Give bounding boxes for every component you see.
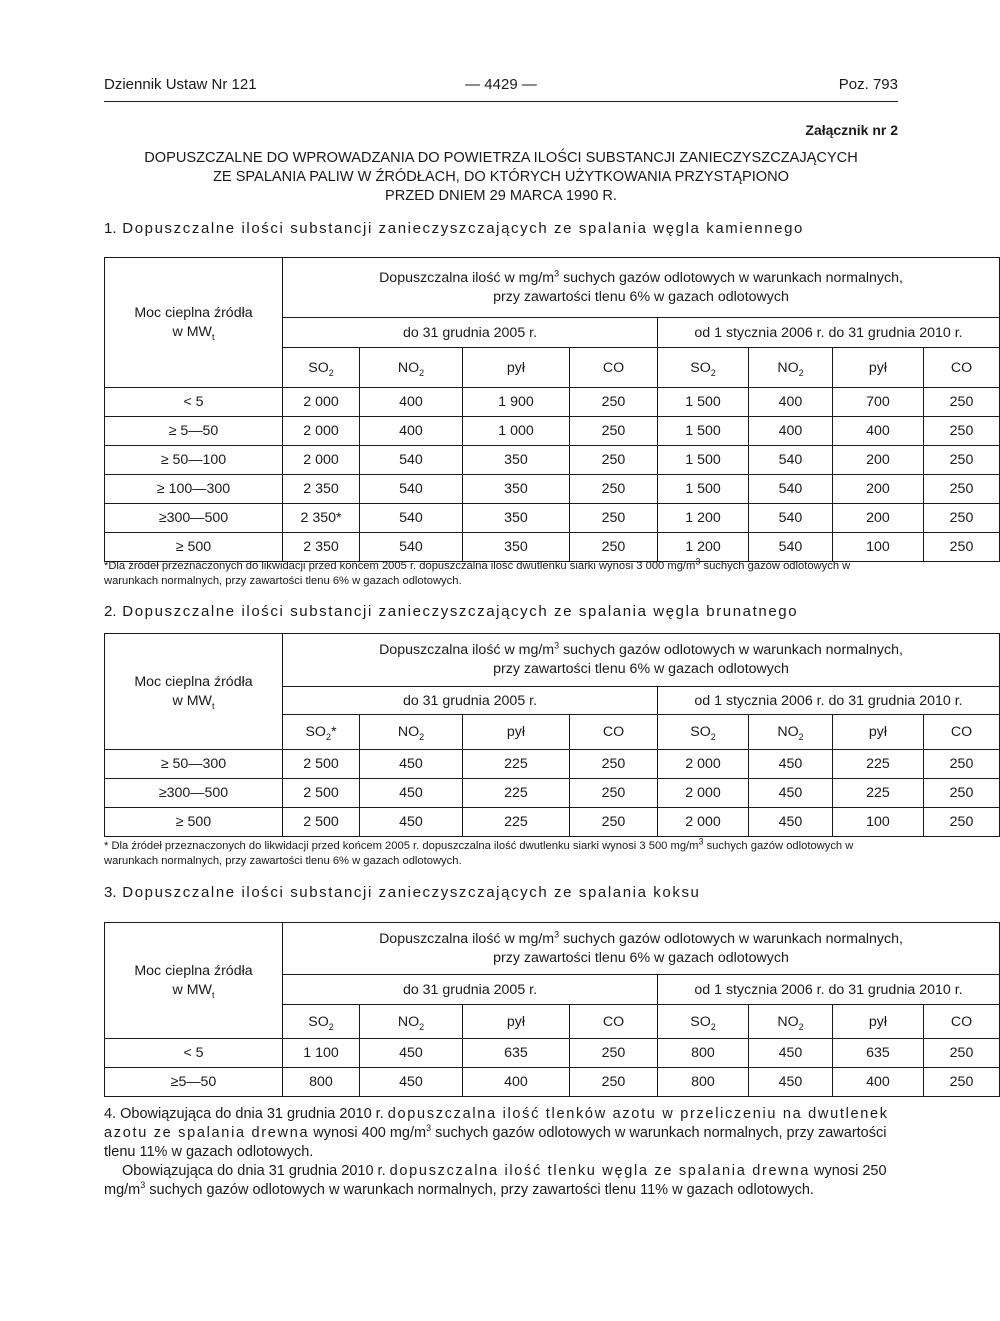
value-cell: 540 <box>360 504 463 533</box>
value-cell: 2 500 <box>283 779 360 808</box>
value-cell: 2 500 <box>283 750 360 779</box>
value-cell: 450 <box>360 779 463 808</box>
section-number: 3. <box>104 884 117 901</box>
section-number: 2. <box>104 603 117 620</box>
paragraph-co: Obowiązująca do dnia 31 grudnia 2010 r. dopuszczalna ilość tlenku węgla ze spalania drewna wynosi 250 $mg/m^3$ suchych gazów odlotowych w warunkach normalnych, przy zawartości tlenu 11% w gazach odlotowych. <box>104 1163 887 1198</box>
value-cell: 250 <box>924 1039 1000 1068</box>
table-row <box>105 388 1000 417</box>
value-cell: 2 000 <box>283 446 360 475</box>
value-cell: 225 <box>463 779 570 808</box>
col-co: CO <box>924 348 1000 388</box>
value-cell: 635 <box>833 1039 924 1068</box>
value-cell: 800 <box>658 1039 749 1068</box>
annex-label: Załącznik nr 2 <box>805 122 898 138</box>
table-row <box>105 417 1000 446</box>
col-so2: $SO_2$ <box>283 1005 360 1039</box>
value-cell: 540 <box>749 475 833 504</box>
value-cell: 400 <box>360 417 463 446</box>
value-cell: 250 <box>924 1068 1000 1097</box>
value-cell: 2 350 <box>283 533 360 562</box>
value-cell: 350 <box>463 504 570 533</box>
table-lignite <box>104 633 1000 837</box>
value-cell: 225 <box>463 750 570 779</box>
header-period-2: od 1 stycznia 2006 r. do 31 grudnia 2010 r. <box>658 687 1000 715</box>
value-cell: 1 500 <box>658 417 749 446</box>
value-cell: 225 <box>833 750 924 779</box>
value-cell: 250 <box>570 1068 658 1097</box>
header-period-1: do 31 grudnia 2005 r. <box>283 318 658 348</box>
section-1-heading <box>104 220 804 237</box>
value-cell: 250 <box>570 446 658 475</box>
col-dust: pył <box>463 348 570 388</box>
position-number: Poz. 793 <box>838 76 898 93</box>
value-cell: 250 <box>924 533 1000 562</box>
value-cell: 250 <box>570 1039 658 1068</box>
value-cell: 2 000 <box>658 808 749 837</box>
value-cell: 225 <box>833 779 924 808</box>
value-cell: 2 000 <box>283 417 360 446</box>
capacity-label: ≥ 50—300 <box>105 750 283 779</box>
col-so2: $SO_2$ <box>658 348 749 388</box>
value-cell: 225 <box>463 808 570 837</box>
journal-name: Dziennik Ustaw Nr 121 <box>104 76 257 93</box>
col-dust: pył <box>463 1005 570 1039</box>
capacity-label: ≥ 5—50 <box>105 417 283 446</box>
table-row <box>105 808 1000 837</box>
value-cell: 200 <box>833 446 924 475</box>
value-cell: 450 <box>360 1068 463 1097</box>
value-cell: 250 <box>924 504 1000 533</box>
value-cell: 250 <box>570 750 658 779</box>
value-cell: 540 <box>360 475 463 504</box>
col-dust: pył <box>833 1005 924 1039</box>
capacity-label: ≥300—500 <box>105 779 283 808</box>
value-cell: 1 500 <box>658 475 749 504</box>
header-period-1: do 31 grudnia 2005 r. <box>283 975 658 1005</box>
header-limit: Dopuszczalna ilość w $mg/m^3$ suchych gazów odlotowych w warunkach normalnych, przy zawartości tlenu 6% w gazach odlotowych <box>283 258 1000 318</box>
col-so2: $SO_2$ <box>283 348 360 388</box>
value-cell: 250 <box>924 779 1000 808</box>
capacity-label: ≥300—500 <box>105 504 283 533</box>
table-row <box>105 750 1000 779</box>
value-cell: 250 <box>924 446 1000 475</box>
section-heading-text: Dopuszczalne ilości substancji zanieczyszczających ze spalania węgla kamiennego <box>122 220 804 237</box>
section-2-heading <box>104 603 798 620</box>
value-cell: 540 <box>360 533 463 562</box>
value-cell: 400 <box>833 417 924 446</box>
value-cell: 250 <box>924 750 1000 779</box>
value-cell: 450 <box>749 779 833 808</box>
table-coke <box>104 922 1000 1097</box>
table-row <box>105 779 1000 808</box>
value-cell: 350 <box>463 446 570 475</box>
col-dust: pył <box>833 348 924 388</box>
paragraph-nox: 4. Obowiązująca do dnia 31 grudnia 2010 r. dopuszczalna ilość tlenków azotu w przeliczeniu na dwutlenek azotu ze spalania drewna wynosi 400 $mg/m^3$ suchych gazów odlotowych w warunkach normalnych, przy zawartości tlenu 11% w gazach odlotowych. <box>104 1106 889 1160</box>
value-cell: 2 500 <box>283 808 360 837</box>
col-so2: $SO_2$ <box>658 715 749 750</box>
header-capacity: Moc cieplna źródła w $MW_t$ <box>105 923 283 1039</box>
value-cell: 1 900 <box>463 388 570 417</box>
document-title <box>60 149 942 206</box>
value-cell: 450 <box>749 808 833 837</box>
value-cell: 400 <box>463 1068 570 1097</box>
value-cell: 1 500 <box>658 446 749 475</box>
value-cell: 250 <box>570 388 658 417</box>
value-cell: 635 <box>463 1039 570 1068</box>
col-co: CO <box>570 1005 658 1039</box>
value-cell: 540 <box>749 504 833 533</box>
footnote-2: * Dla źródeł przeznaczonych do likwidacji przed końcem 2005 r. dopuszczalna ilość dwutlenku siarki wynosi 3 500 $mg/m^3$ suchych gazów odlotowych w warunkach normalnych, przy zawartości tlenu 6% w gazach odlotowych. <box>104 836 854 867</box>
col-no2: $NO_2$ <box>749 348 833 388</box>
value-cell: 250 <box>570 533 658 562</box>
table-row <box>105 504 1000 533</box>
col-co: CO <box>570 715 658 750</box>
header-limit: Dopuszczalna ilość w $mg/m^3$ suchych gazów odlotowych w warunkach normalnych, przy zawartości tlenu 6% w gazach odlotowych <box>283 634 1000 687</box>
title-line: DOPUSZCZALNE DO WPROWADZANIA DO POWIETRZA ILOŚCI SUBSTANCJI ZANIECZYSZCZAJĄCYCH <box>144 150 858 166</box>
header-rule <box>104 101 898 102</box>
value-cell: 250 <box>924 388 1000 417</box>
col-no2: $NO_2$ <box>360 348 463 388</box>
table-row <box>105 1068 1000 1097</box>
value-cell: 350 <box>463 533 570 562</box>
value-cell: 540 <box>749 533 833 562</box>
table-row <box>105 1039 1000 1068</box>
value-cell: 400 <box>360 388 463 417</box>
value-cell: 250 <box>570 808 658 837</box>
page-number: — 4429 — <box>465 76 537 93</box>
page-header <box>104 76 898 100</box>
capacity-label: ≥ 100—300 <box>105 475 283 504</box>
value-cell: 2 000 <box>283 388 360 417</box>
footnote-1: *Dla źródeł przeznaczonych do likwidacji przed końcem 2005 r. dopuszczalna ilość dwutlenku siarki wynosi 3 000 $mg/m^3$ suchych gazów odlotowych w warunkach normalnych, przy zawartości tlenu 6% w gazach odlotowych. <box>104 556 851 587</box>
capacity-label: ≥ 500 <box>105 533 283 562</box>
col-no2: $NO_2$ <box>360 1005 463 1039</box>
col-co: CO <box>924 715 1000 750</box>
capacity-label: < 5 <box>105 388 283 417</box>
value-cell: 2 350* <box>283 504 360 533</box>
header-capacity: Moc cieplna źródła w $MW_t$ <box>105 634 283 750</box>
col-co: CO <box>924 1005 1000 1039</box>
value-cell: 800 <box>283 1068 360 1097</box>
title-line: PRZED DNIEM 29 MARCA 1990 R. <box>385 188 617 204</box>
header-period-1: do 31 grudnia 2005 r. <box>283 687 658 715</box>
value-cell: 1 500 <box>658 388 749 417</box>
col-co: CO <box>570 348 658 388</box>
value-cell: 350 <box>463 475 570 504</box>
value-cell: 250 <box>570 779 658 808</box>
value-cell: 2 000 <box>658 779 749 808</box>
value-cell: 1 200 <box>658 533 749 562</box>
col-dust: pył <box>833 715 924 750</box>
col-so2: $SO_2*$ <box>283 715 360 750</box>
capacity-label: ≥ 500 <box>105 808 283 837</box>
col-no2: $NO_2$ <box>360 715 463 750</box>
value-cell: 2 000 <box>658 750 749 779</box>
value-cell: 250 <box>570 504 658 533</box>
table-row <box>105 475 1000 504</box>
value-cell: 450 <box>749 750 833 779</box>
value-cell: 400 <box>749 388 833 417</box>
col-no2: $NO_2$ <box>749 1005 833 1039</box>
value-cell: 1 100 <box>283 1039 360 1068</box>
header-period-2: od 1 stycznia 2006 r. do 31 grudnia 2010 r. <box>658 318 1000 348</box>
value-cell: 250 <box>570 475 658 504</box>
col-no2: $NO_2$ <box>749 715 833 750</box>
capacity-label: ≥ 50—100 <box>105 446 283 475</box>
value-cell: 450 <box>360 1039 463 1068</box>
value-cell: 200 <box>833 475 924 504</box>
header-limit: Dopuszczalna ilość w $mg/m^3$ suchych gazów odlotowych w warunkach normalnych, przy zawartości tlenu 6% w gazach odlotowych <box>283 923 1000 975</box>
value-cell: 450 <box>749 1039 833 1068</box>
value-cell: 400 <box>749 417 833 446</box>
title-line: ZE SPALANIA PALIW W ŹRÓDŁACH, DO KTÓRYCH UŻYTKOWANIA PRZYSTĄPIONO <box>213 169 789 185</box>
header-capacity: Moc cieplna źródła w $MW_t$ <box>105 258 283 388</box>
value-cell: 540 <box>360 446 463 475</box>
section-3-heading <box>104 884 700 901</box>
value-cell: 2 350 <box>283 475 360 504</box>
value-cell: 450 <box>360 750 463 779</box>
value-cell: 250 <box>570 417 658 446</box>
value-cell: 250 <box>924 808 1000 837</box>
col-so2: $SO_2$ <box>658 1005 749 1039</box>
value-cell: 200 <box>833 504 924 533</box>
value-cell: 540 <box>749 446 833 475</box>
value-cell: 1 200 <box>658 504 749 533</box>
value-cell: 250 <box>924 417 1000 446</box>
table-row <box>105 533 1000 562</box>
value-cell: 450 <box>749 1068 833 1097</box>
col-dust: pył <box>463 715 570 750</box>
value-cell: 100 <box>833 533 924 562</box>
table-row <box>105 446 1000 475</box>
value-cell: 450 <box>360 808 463 837</box>
section-4-paragraph <box>104 1105 898 1200</box>
value-cell: 1 000 <box>463 417 570 446</box>
capacity-label: ≥5—50 <box>105 1068 283 1097</box>
section-heading-text: Dopuszczalne ilości substancji zanieczyszczających ze spalania węgla brunatnego <box>122 603 799 620</box>
value-cell: 700 <box>833 388 924 417</box>
value-cell: 100 <box>833 808 924 837</box>
table-coal <box>104 257 1000 562</box>
section-heading-text: Dopuszczalne ilości substancji zanieczyszczających ze spalania koksu <box>122 884 701 901</box>
value-cell: 250 <box>924 475 1000 504</box>
section-number: 1. <box>104 220 117 237</box>
value-cell: 400 <box>833 1068 924 1097</box>
value-cell: 800 <box>658 1068 749 1097</box>
capacity-label: < 5 <box>105 1039 283 1068</box>
header-period-2: od 1 stycznia 2006 r. do 31 grudnia 2010 r. <box>658 975 1000 1005</box>
